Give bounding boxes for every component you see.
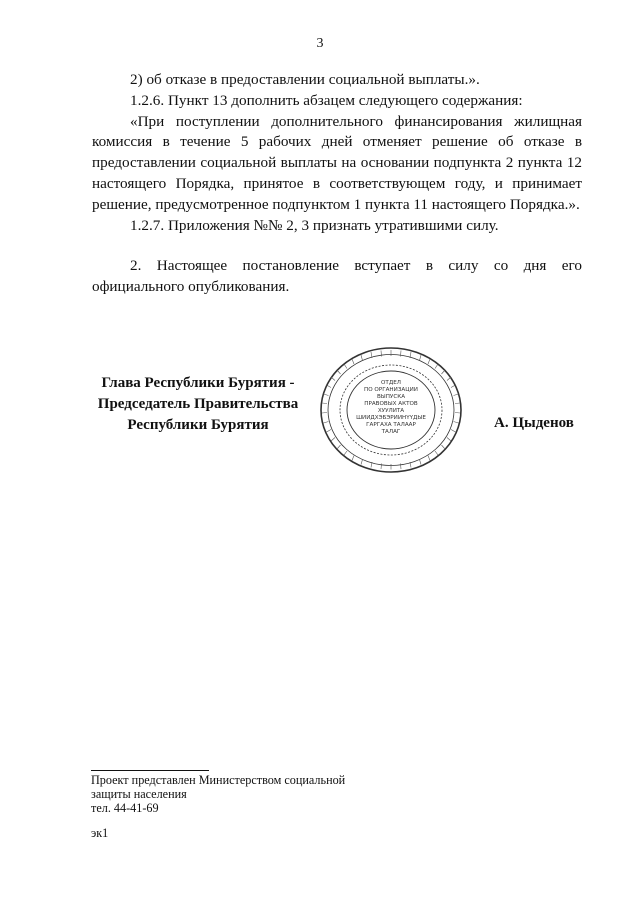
footer-phone: тел. 44-41-69	[91, 800, 159, 815]
signatory-title-line: Республики Бурятия	[127, 417, 269, 433]
paragraph-item-1-2-7: 1.2.7. Приложения №№ 2, 3 признать утратившими силу.	[130, 216, 499, 234]
seal-text-line: ГАРГАХА ТАЛААР	[366, 422, 416, 428]
official-seal-stamp	[316, 345, 466, 475]
seal-text-line: ХУУЛИТА	[377, 408, 405, 414]
footer-divider	[91, 770, 209, 771]
seal-text-line: ШИИДХЭБЭРИИНҮҮДЫЕ	[356, 415, 426, 421]
signatory-title-line: Председатель Правительства	[97, 396, 299, 412]
signatory-title	[84, 373, 312, 436]
seal-text-line: ПРАВОВЫХ АКТОВ	[364, 401, 418, 407]
paragraph-item-1-2-6: 1.2.6. Пункт 13 дополнить абзацем следующего содержания:	[130, 91, 523, 109]
signatory-name: А. Цыденов	[494, 415, 574, 431]
document-code: эк1	[91, 826, 109, 840]
paragraph-entry-into-force: 2. Настоящее постановление вступает в силу со дня его официального опубликования.	[92, 257, 582, 296]
seal-text-line: ОТДЕЛ	[381, 380, 401, 386]
seal-text-line: ВЫПУСКА	[376, 394, 406, 400]
footer-line: защиты населения	[91, 786, 187, 801]
paragraph-quoted-addition: «При поступлении дополнительного финансирования жилищная комиссия в течение 5 рабочих дней отменяет решение об отказе в предоставлении социальной выплаты на основании подпункта 2 пункта 12 настоящего Порядка, принятое в соответствующем году, и принимает решение, предусмотренное подпунктом 1 пункта 11 настоящего Порядка.».	[92, 112, 582, 213]
footer-note	[91, 770, 411, 815]
signatory-title-line: Глава Республики Бурятия -	[101, 375, 295, 391]
document-body	[92, 70, 582, 298]
paragraph-clause-2: 2) об отказе в предоставлении социальной выплаты.».	[130, 71, 480, 88]
page-number: 3	[316, 36, 324, 51]
seal-text-line: ПО ОРГАНИЗАЦИИ	[364, 387, 418, 393]
seal-text-line: ТАЛАГ	[381, 429, 401, 435]
footer-line: Проект представлен Министерством социальной	[91, 773, 346, 787]
